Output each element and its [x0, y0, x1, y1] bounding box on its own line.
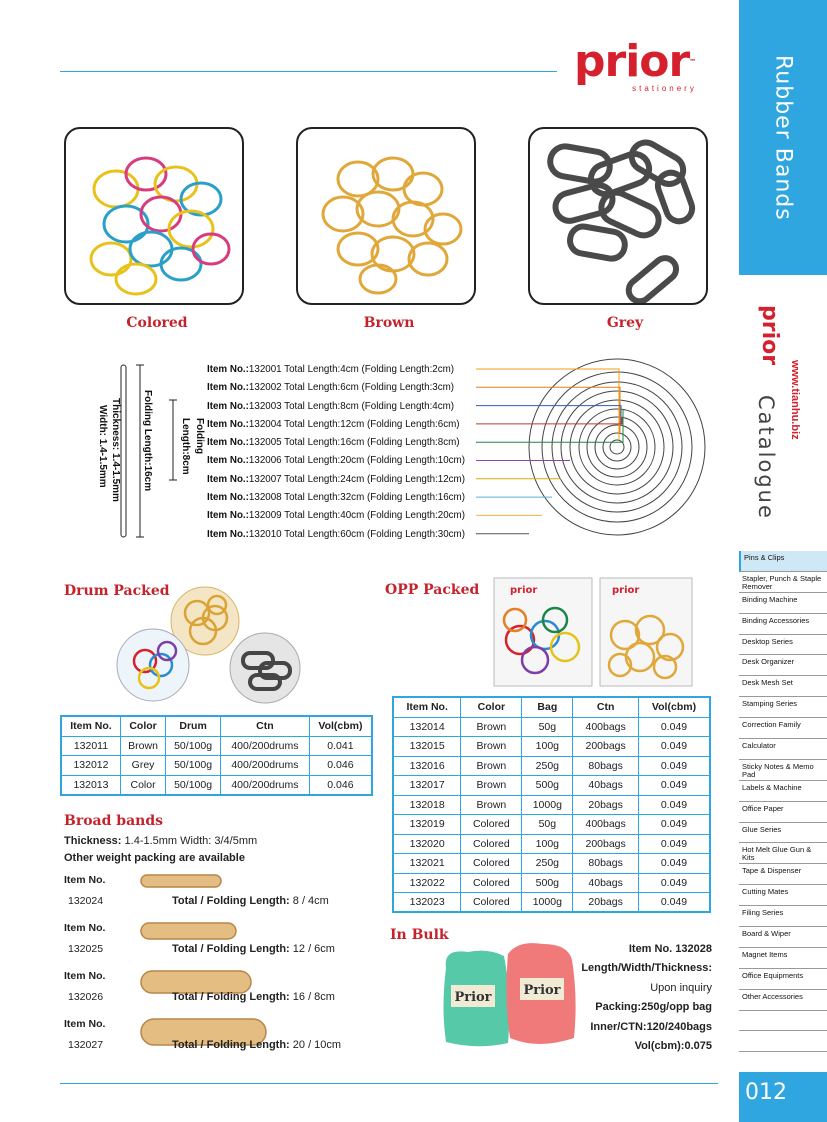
- sidebar-nav-item[interactable]: Binding Accessories: [739, 614, 827, 635]
- opp-cell: 0.049: [638, 717, 710, 737]
- sidebar-nav: [739, 551, 827, 1052]
- broad-band-image: [138, 872, 228, 890]
- bulk-dims-value: Upon inquiry: [650, 981, 712, 994]
- sidebar-nav-item[interactable]: Stapler, Punch & Staple Remover: [739, 572, 827, 593]
- broad-item-label: Item No.: [64, 970, 106, 982]
- broad-length: Total / Folding Length: 12 / 6cm: [172, 943, 335, 955]
- label-folding-length-16: Folding Length:16cm: [142, 390, 153, 492]
- sidebar-nav-item[interactable]: Stamping Series: [739, 697, 827, 718]
- size-description: Total Length:32cm (Folding Length:16cm): [281, 492, 465, 504]
- size-circle: [542, 372, 692, 522]
- bottom-rule: [60, 1083, 718, 1084]
- table-row: [393, 756, 710, 776]
- table-row: [393, 834, 710, 854]
- table-row: [393, 737, 710, 757]
- broad-note: Other weight packing are available: [64, 852, 245, 864]
- opp-cell: 100g: [522, 737, 573, 757]
- photo-brown: [296, 127, 476, 305]
- sidebar-nav-item[interactable]: [739, 1031, 827, 1052]
- drum-header-cell: Item No.: [61, 716, 120, 736]
- bulk-inner: Inner/CTN:120/240bags: [590, 1020, 712, 1033]
- leader-line: [476, 417, 622, 424]
- drum-cell: 132011: [61, 736, 120, 756]
- size-description: Total Length:12cm (Folding Length:6cm): [281, 418, 460, 430]
- broad-length: Total / Folding Length: 20 / 10cm: [172, 1039, 342, 1051]
- size-circle: [561, 391, 673, 503]
- opp-cell: 500g: [522, 776, 573, 796]
- sidebar-nav-item[interactable]: Correction Family: [739, 718, 827, 739]
- opp-cell: Brown: [461, 795, 522, 815]
- drum-header-cell: Drum: [166, 716, 221, 736]
- opp-cell: 250g: [522, 756, 573, 776]
- table-row: [393, 893, 710, 913]
- opp-cell: 40bags: [573, 873, 639, 893]
- opp-header-cell: Item No.: [393, 697, 461, 717]
- svg-text:prior: prior: [510, 585, 538, 596]
- opp-cell: 132015: [393, 737, 461, 757]
- size-item-label: Item No.:: [207, 528, 249, 540]
- broad-band-image: [138, 920, 243, 942]
- bulk-packing: Packing:250g/opp bag: [595, 1001, 712, 1014]
- sidebar-title: Rubber Bands: [770, 54, 796, 221]
- table-row: [61, 756, 372, 776]
- size-item-number: 132005: [248, 437, 282, 449]
- size-item-label: Item No.:: [207, 492, 249, 504]
- opp-header-cell: Ctn: [573, 697, 639, 717]
- sidebar-nav-item[interactable]: Binding Machine: [739, 593, 827, 614]
- size-circle: [570, 400, 664, 494]
- opp-cell: 1000g: [522, 893, 573, 913]
- page-number: 012: [739, 1072, 827, 1122]
- opp-cell: 132018: [393, 795, 461, 815]
- colored-bands-image: [66, 129, 244, 305]
- table-row: [393, 873, 710, 893]
- opp-cell: 0.049: [638, 834, 710, 854]
- bulk-bags-photo: [438, 938, 578, 1053]
- size-item-number: 132003: [248, 400, 282, 412]
- sidebar-nav-item[interactable]: [739, 1011, 827, 1032]
- drum-cell: 400/200drums: [220, 775, 309, 795]
- svg-text:prior: prior: [612, 585, 640, 596]
- sidebar-nav-item[interactable]: Labels & Machine: [739, 781, 827, 802]
- size-description: Total Length:20cm (Folding Length:10cm): [281, 455, 465, 467]
- size-circle: [603, 433, 631, 461]
- size-row: [207, 471, 487, 489]
- table-row: [61, 736, 372, 756]
- drum-cell: 50/100g: [166, 775, 221, 795]
- opp-cell: 250g: [522, 854, 573, 874]
- opp-cell: 40bags: [573, 776, 639, 796]
- size-item-number: 132002: [248, 382, 282, 394]
- opp-cell: 80bags: [573, 854, 639, 874]
- opp-cell: 50g: [522, 815, 573, 835]
- broad-item-number: 132025: [68, 943, 104, 955]
- size-item-number: 132009: [248, 510, 282, 522]
- broad-item-number: 132024: [68, 895, 104, 907]
- drum-cell: 0.041: [309, 736, 372, 756]
- opp-title: OPP Packed: [385, 582, 480, 598]
- drum-cell: 50/100g: [166, 736, 221, 756]
- opp-cell: 0.049: [638, 893, 710, 913]
- caption-colored: Colored: [126, 315, 188, 331]
- sidebar-nav-item[interactable]: Board & Wiper: [739, 927, 827, 948]
- broad-item-label: Item No.: [64, 922, 106, 934]
- size-item-label: Item No.:: [207, 400, 249, 412]
- opp-cell: 400bags: [573, 815, 639, 835]
- photo-grey: [528, 127, 708, 305]
- opp-cell: 132020: [393, 834, 461, 854]
- drum-header-cell: Color: [120, 716, 165, 736]
- drum-cell: 50/100g: [166, 756, 221, 776]
- opp-bags-photo: [490, 575, 695, 690]
- drum-table: [60, 715, 373, 796]
- sidebar-nav-item[interactable]: Sticky Notes & Memo Pad: [739, 760, 827, 781]
- size-row: [207, 379, 487, 397]
- opp-cell: 132022: [393, 873, 461, 893]
- sidebar-logo: prior: [757, 305, 782, 366]
- sidebar-nav-item[interactable]: Tape & Dispenser: [739, 864, 827, 885]
- sidebar-nav-item[interactable]: Desktop Series: [739, 635, 827, 656]
- opp-cell: Colored: [461, 854, 522, 874]
- grey-bands-image: [530, 129, 708, 305]
- size-item-label: Item No.:: [207, 364, 249, 375]
- size-circle: [595, 425, 639, 469]
- opp-cell: Colored: [461, 834, 522, 854]
- photo-colored: [64, 127, 244, 305]
- size-circle: [552, 382, 682, 512]
- opp-cell: 132014: [393, 717, 461, 737]
- size-description: Total Length:24cm (Folding Length:12cm): [281, 473, 465, 485]
- broad-item-label: Item No.: [64, 1018, 106, 1030]
- opp-cell: 0.049: [638, 756, 710, 776]
- sidebar-nav-item[interactable]: Glue Series: [739, 823, 827, 844]
- opp-cell: 1000g: [522, 795, 573, 815]
- sidebar-nav-item[interactable]: Desk Organizer: [739, 655, 827, 676]
- size-description: Total Length:40cm (Folding Length:20cm): [281, 510, 465, 522]
- brand-name: prior: [574, 36, 690, 87]
- size-row: [207, 526, 487, 544]
- label-folding-length-8: Length:8cm: [180, 418, 191, 475]
- brown-bands-image: [298, 129, 476, 305]
- svg-text:Prior: Prior: [454, 990, 492, 1005]
- table-row: [393, 717, 710, 737]
- broad-thickness: Thickness: 1.4-1.5mm Width: 3/4/5mm: [64, 835, 258, 847]
- opp-cell: 200bags: [573, 834, 639, 854]
- broad-item-number: 132027: [68, 1039, 104, 1051]
- sidebar-nav-item[interactable]: Office Equipments: [739, 969, 827, 990]
- bulk-title: In Bulk: [390, 927, 449, 943]
- drum-header-cell: Ctn: [220, 716, 309, 736]
- size-row: [207, 507, 487, 525]
- opp-cell: 0.049: [638, 815, 710, 835]
- broad-item-label: Item No.: [64, 874, 106, 886]
- size-description: Total Length:16cm (Folding Length:8cm): [281, 437, 460, 449]
- size-item-number: 132010: [248, 528, 282, 540]
- opp-header-cell: Bag: [522, 697, 573, 717]
- table-row: [393, 854, 710, 874]
- caption-grey: Grey: [606, 315, 644, 331]
- size-item-number: 132004: [248, 418, 282, 430]
- opp-table: [392, 696, 711, 913]
- brand-logo: [574, 36, 719, 93]
- label-width: Width: 1.4-1.5mm: [97, 405, 108, 488]
- opp-cell: 20bags: [573, 893, 639, 913]
- sidebar-nav-item[interactable]: Desk Mesh Set: [739, 676, 827, 697]
- drum-cell: Grey: [120, 756, 165, 776]
- opp-cell: 132021: [393, 854, 461, 874]
- size-row: [207, 398, 487, 416]
- size-list: [207, 361, 487, 544]
- sidebar-nav-item[interactable]: Office Paper: [739, 802, 827, 823]
- sidebar-url[interactable]: www.tianhu.biz: [789, 360, 801, 440]
- drum-photo: [115, 583, 375, 713]
- size-item-label: Item No.:: [207, 455, 249, 467]
- opp-cell: 100g: [522, 834, 573, 854]
- table-row: [61, 775, 372, 795]
- size-circle: [529, 359, 705, 535]
- opp-cell: 50g: [522, 717, 573, 737]
- opp-header-cell: Color: [461, 697, 522, 717]
- size-item-label: Item No.:: [207, 510, 249, 522]
- opp-cell: 132023: [393, 893, 461, 913]
- opp-cell: 0.049: [638, 737, 710, 757]
- sidebar-nav-item[interactable]: Other Accessories: [739, 990, 827, 1011]
- opp-cell: Brown: [461, 776, 522, 796]
- size-description: Total Length:60cm (Folding Length:30cm): [281, 528, 465, 540]
- size-row: [207, 452, 487, 470]
- opp-cell: 200bags: [573, 737, 639, 757]
- size-item-number: 132007: [248, 473, 282, 485]
- opp-cell: 0.049: [638, 795, 710, 815]
- opp-cell: Brown: [461, 756, 522, 776]
- size-item-number: 132001: [248, 364, 282, 375]
- bulk-info: [560, 940, 712, 1056]
- opp-cell: Colored: [461, 873, 522, 893]
- sidebar-nav-item[interactable]: Hot Melt Glue Gun & Kits: [739, 843, 827, 864]
- opp-cell: 0.049: [638, 776, 710, 796]
- size-row: [207, 489, 487, 507]
- drum-cell: Color: [120, 775, 165, 795]
- size-description: Total Length:4cm (Folding Length:2cm): [281, 364, 455, 375]
- top-rule: [60, 71, 557, 72]
- size-item-label: Item No.:: [207, 437, 249, 449]
- opp-cell: 132017: [393, 776, 461, 796]
- concentric-size-diagram: [470, 355, 740, 545]
- sidebar-catalogue: Catalogue: [754, 395, 778, 520]
- opp-cell: Colored: [461, 815, 522, 835]
- bulk-dims-label: Length/Width/Thickness:: [581, 962, 712, 975]
- opp-cell: Brown: [461, 717, 522, 737]
- caption-brown: Brown: [363, 315, 415, 331]
- drum-cell: 0.046: [309, 775, 372, 795]
- opp-cell: 0.049: [638, 854, 710, 874]
- size-item-label: Item No.:: [207, 418, 249, 430]
- size-row: [207, 434, 487, 452]
- opp-cell: Brown: [461, 737, 522, 757]
- opp-cell: 132016: [393, 756, 461, 776]
- band-dimension-diagram: [85, 360, 205, 545]
- drum-cell: 0.046: [309, 756, 372, 776]
- size-circle: [579, 409, 655, 485]
- size-item-label: Item No.:: [207, 473, 249, 485]
- drum-cell: 132013: [61, 775, 120, 795]
- opp-cell: 80bags: [573, 756, 639, 776]
- size-description: Total Length:6cm (Folding Length:3cm): [281, 382, 455, 394]
- opp-cell: 400bags: [573, 717, 639, 737]
- broad-title: Broad bands: [64, 813, 163, 829]
- size-item-label: Item No.:: [207, 382, 249, 394]
- drum-header-cell: Vol(cbm): [309, 716, 372, 736]
- size-circle: [587, 417, 647, 477]
- size-row: [207, 361, 487, 379]
- opp-cell: 132019: [393, 815, 461, 835]
- sidebar-nav-item[interactable]: Cutting Mates: [739, 885, 827, 906]
- label-thickness: Thickness: 1.4-1.5mm: [110, 398, 121, 502]
- broad-item-number: 132026: [68, 991, 104, 1003]
- drum-cell: 132012: [61, 756, 120, 776]
- table-row: [393, 776, 710, 796]
- sidebar-nav-item[interactable]: Pins & Clips: [739, 551, 827, 572]
- broad-length: Total / Folding Length: 8 / 4cm: [172, 895, 329, 907]
- sidebar-nav-item[interactable]: Calculator: [739, 739, 827, 760]
- svg-text:Prior: Prior: [523, 983, 561, 998]
- broad-length: Total / Folding Length: 16 / 8cm: [172, 991, 335, 1003]
- sidebar-nav-item[interactable]: Magnet Items: [739, 948, 827, 969]
- label-folding: Folding: [194, 418, 205, 455]
- bulk-vol: Vol(cbm):0.075: [634, 1040, 712, 1053]
- opp-cell: 500g: [522, 873, 573, 893]
- opp-cell: 0.049: [638, 873, 710, 893]
- opp-cell: Colored: [461, 893, 522, 913]
- drum-cell: 400/200drums: [220, 756, 309, 776]
- table-row: [393, 795, 710, 815]
- size-item-number: 132008: [248, 492, 282, 504]
- opp-cell: 20bags: [573, 795, 639, 815]
- size-description: Total Length:8cm (Folding Length:4cm): [281, 400, 455, 412]
- size-row: [207, 416, 487, 434]
- drum-cell: 400/200drums: [220, 736, 309, 756]
- broad-list: [60, 870, 380, 1060]
- drum-cell: Brown: [120, 736, 165, 756]
- sidebar-nav-item[interactable]: Filing Series: [739, 906, 827, 927]
- opp-header-cell: Vol(cbm): [638, 697, 710, 717]
- drum-title: Drum Packed: [64, 583, 170, 599]
- trademark-symbol: ™: [689, 58, 696, 66]
- table-row: [393, 815, 710, 835]
- brand-tagline: stationery: [632, 84, 697, 93]
- size-item-number: 132006: [248, 455, 282, 467]
- bulk-item: Item No. 132028: [628, 943, 712, 955]
